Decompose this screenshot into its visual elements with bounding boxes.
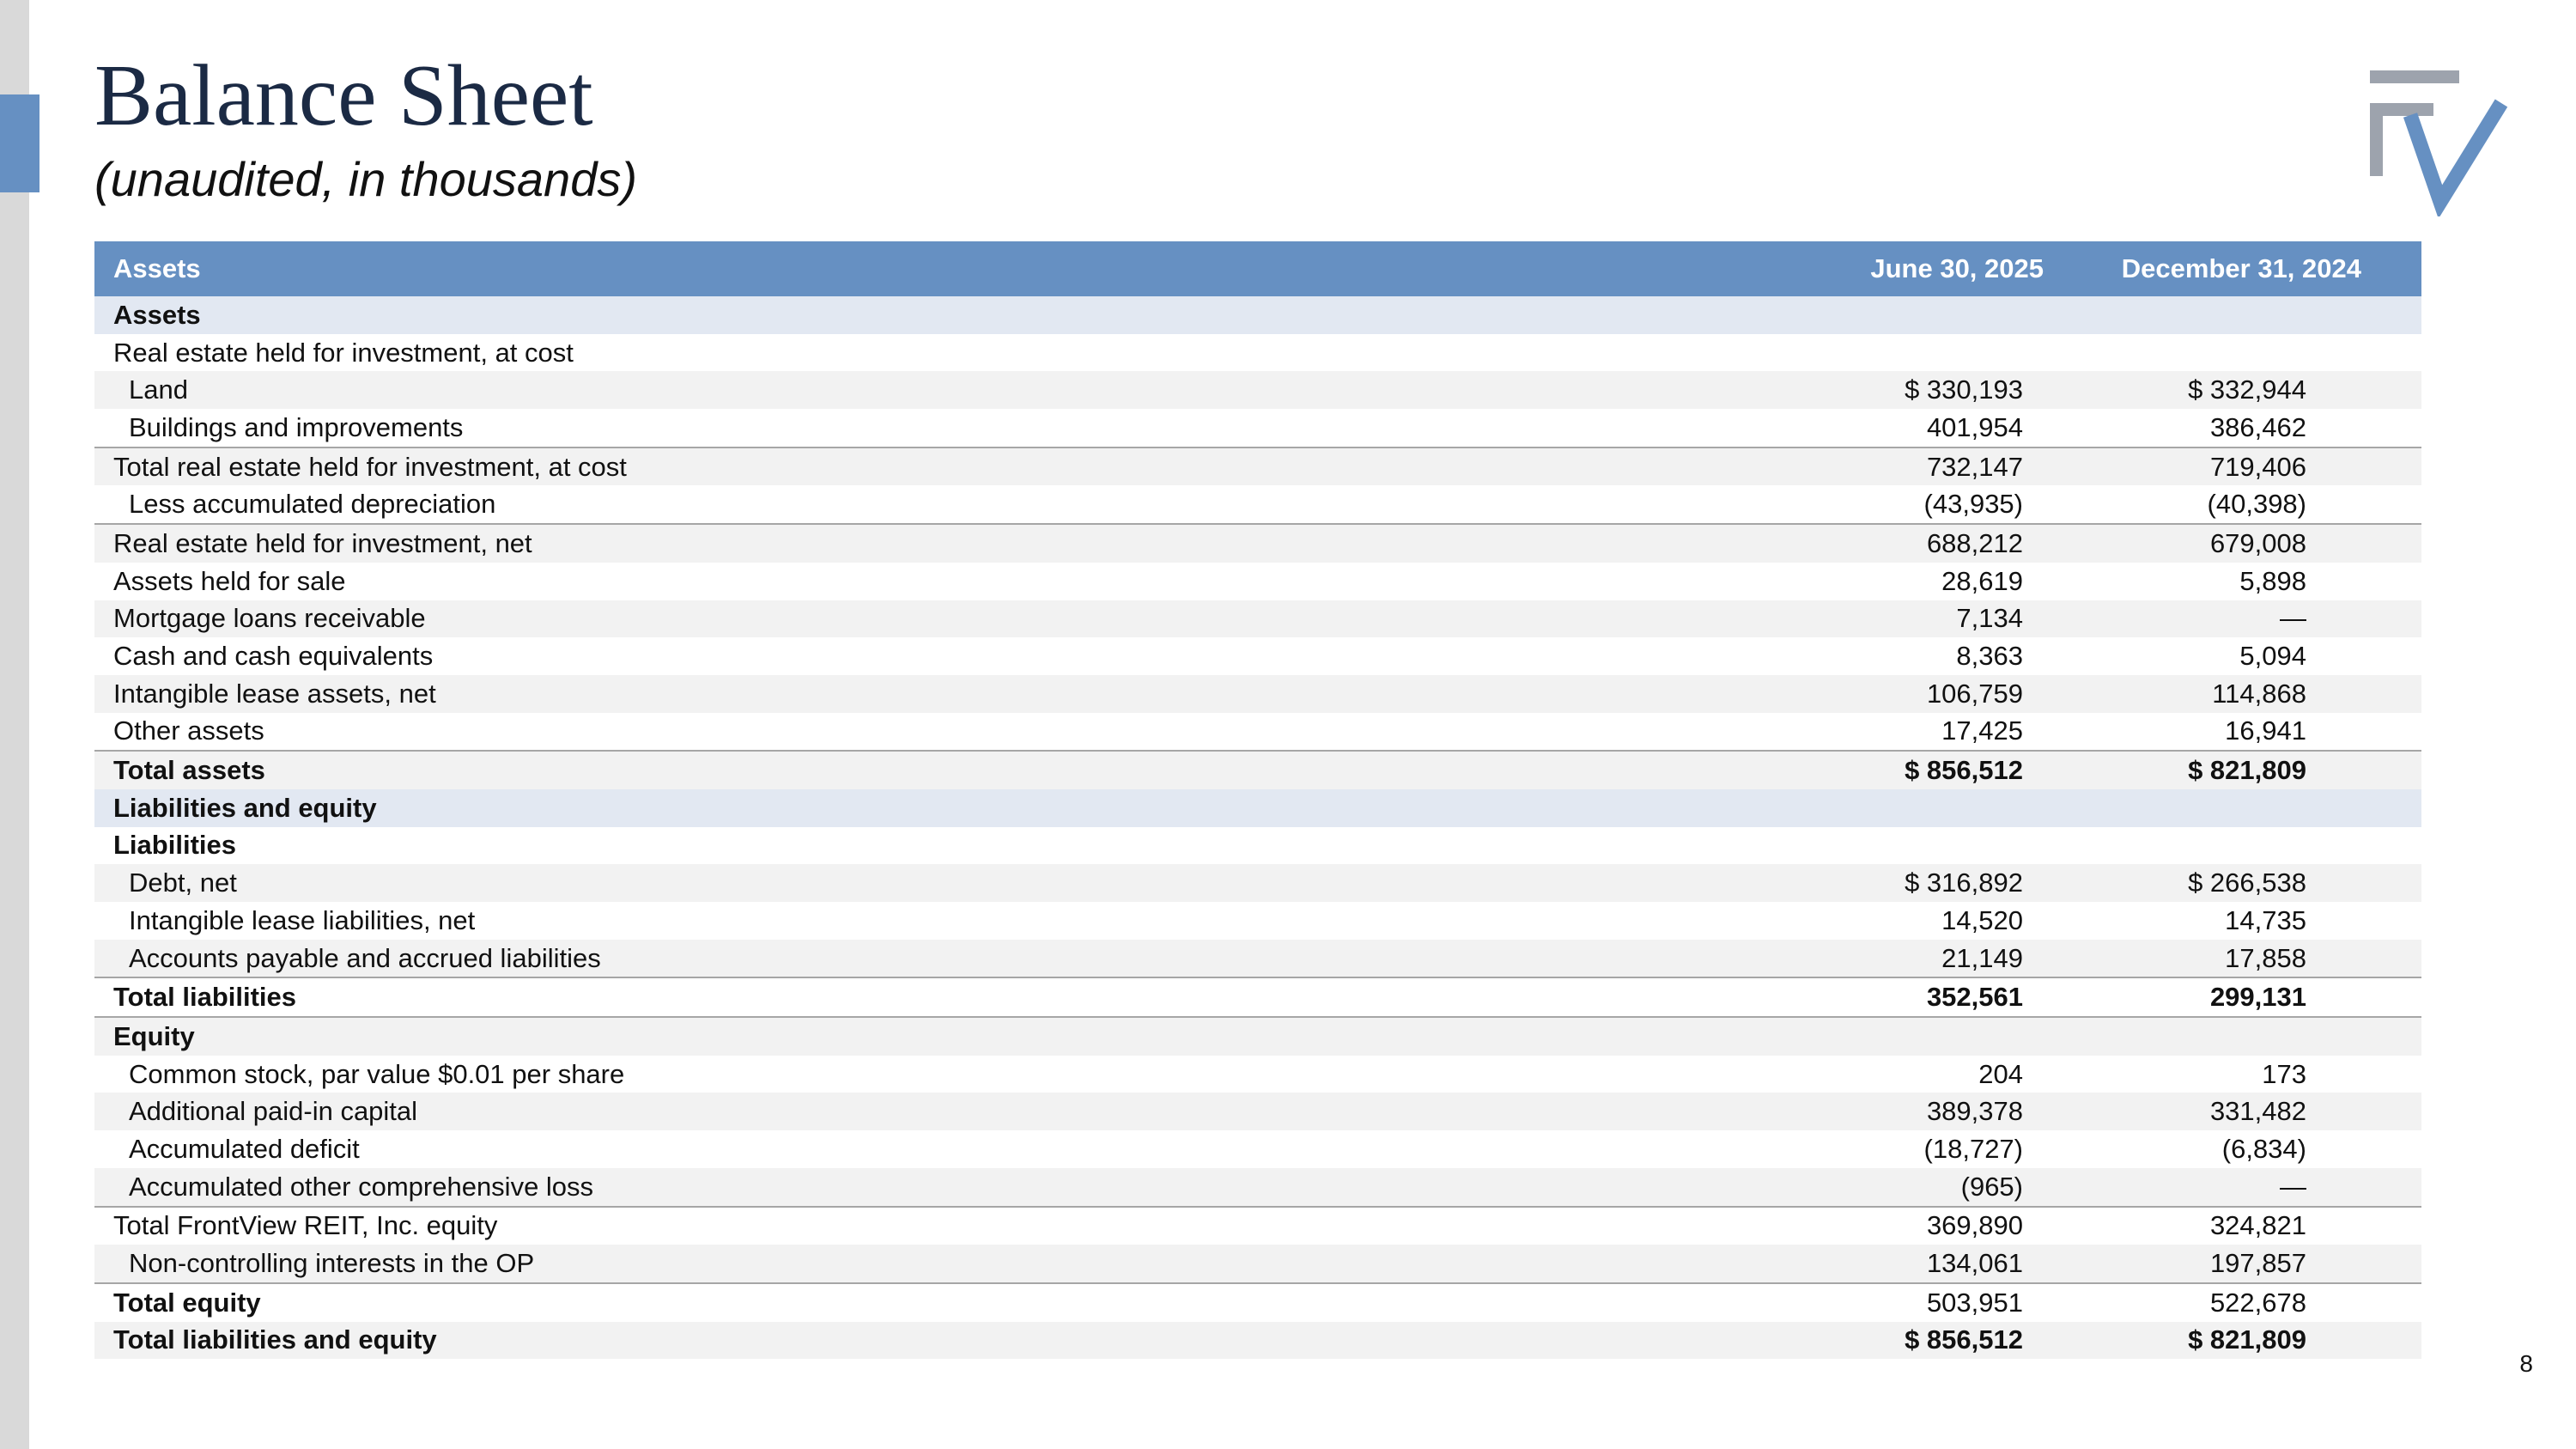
row-value-2024 <box>2044 334 2421 372</box>
row-label: Buildings and improvements <box>129 411 464 442</box>
row-value-2024: (40,398) <box>2207 489 2306 520</box>
row-label: Other assets <box>113 715 264 746</box>
row-value-2025: 389,378 <box>1683 1093 2044 1130</box>
row-value-2024: $ 332,944 <box>2044 371 2421 409</box>
table-row <box>94 334 2421 372</box>
row-value-2024: — <box>2044 600 2421 638</box>
row-value-2025: (43,935) <box>1923 489 2023 520</box>
row-label: Total liabilities <box>94 977 1683 1017</box>
row-value-2024 <box>2044 1017 2421 1056</box>
row-value-2024: 679,008 <box>2044 524 2421 563</box>
row-value-2024 <box>2044 296 2421 334</box>
row-value-2025: 503,951 <box>1683 1283 2044 1322</box>
row-value-2024: 17,858 <box>2044 940 2421 978</box>
row-value-2025 <box>1683 334 2044 372</box>
row-value-2025: 401,954 <box>1926 411 2023 442</box>
row-value-2024: — <box>2044 1168 2421 1207</box>
table-row <box>94 940 2421 978</box>
row-label: Non-controlling interests in the OP <box>94 1245 1683 1283</box>
row-label: Assets <box>94 296 1683 334</box>
row-label: Total equity <box>94 1283 1683 1322</box>
row-value-2025: 204 <box>1978 1058 2023 1089</box>
header-june-2025: June 30, 2025 <box>1683 241 2044 296</box>
row-value-2024: $ 821,809 <box>2044 751 2421 789</box>
table-row <box>94 371 2421 409</box>
row-value-2024 <box>2044 827 2421 865</box>
row-value-2025: 732,147 <box>1683 447 2044 486</box>
section-row <box>94 789 2421 827</box>
table-row <box>94 1056 2421 1093</box>
row-label: Total assets <box>94 751 1683 789</box>
row-value-2025: (965) <box>1683 1168 2044 1207</box>
row-label: Assets held for sale <box>113 565 346 596</box>
subtotal-row <box>94 447 2421 486</box>
row-label: Mortgage loans receivable <box>94 600 1683 638</box>
row-label: Common stock, par value $0.01 per share <box>129 1058 625 1089</box>
row-label: Real estate held for investment, net <box>94 524 1683 563</box>
table-row <box>94 902 2421 940</box>
row-label: Intangible lease assets, net <box>94 675 1683 713</box>
row-value-2024: 299,131 <box>2044 977 2421 1017</box>
row-value-2025 <box>1683 789 2044 827</box>
total-row <box>94 1322 2421 1360</box>
header-dec-2024: December 31, 2024 <box>2044 241 2421 296</box>
row-value-2024: 5,898 <box>2239 565 2306 596</box>
row-value-2025: 369,890 <box>1683 1207 2044 1245</box>
row-label: Real estate held for investment, at cost <box>113 337 574 368</box>
table-row <box>94 1130 2421 1168</box>
row-value-2024: 14,735 <box>2225 904 2306 935</box>
subsection-row <box>94 1017 2421 1056</box>
row-value-2025: 352,561 <box>1683 977 2044 1017</box>
row-value-2025: $ 330,193 <box>1683 371 2044 409</box>
table-row <box>94 409 2421 447</box>
row-value-2025: 14,520 <box>1941 904 2023 935</box>
table-row <box>94 485 2421 524</box>
table-row <box>94 1093 2421 1130</box>
row-value-2024: (6,834) <box>2221 1133 2306 1164</box>
row-label: Total FrontView REIT, Inc. equity <box>94 1207 1683 1245</box>
row-label: Liabilities and equity <box>94 789 1683 827</box>
row-value-2024: 331,482 <box>2044 1093 2421 1130</box>
left-accent-bar <box>0 94 39 192</box>
row-value-2025: 106,759 <box>1683 675 2044 713</box>
page-number: 8 <box>2519 1350 2533 1377</box>
table-row <box>94 637 2421 675</box>
row-value-2025: 7,134 <box>1683 600 2044 638</box>
row-value-2024: 16,941 <box>2225 715 2306 746</box>
table-row <box>94 1168 2421 1207</box>
table-row <box>94 713 2421 752</box>
row-label: Equity <box>94 1017 1683 1056</box>
row-label: Accumulated deficit <box>129 1133 360 1164</box>
row-value-2024: 197,857 <box>2044 1245 2421 1283</box>
row-label: Total liabilities and equity <box>94 1322 1683 1360</box>
subtotal-row <box>94 1207 2421 1245</box>
table-row <box>94 600 2421 638</box>
total-row <box>94 1283 2421 1322</box>
row-value-2025: (18,727) <box>1923 1133 2023 1164</box>
page-title: Balance Sheet <box>94 47 593 144</box>
row-value-2025: 17,425 <box>1941 715 2023 746</box>
row-label: Land <box>94 371 1683 409</box>
row-label: Accounts payable and accrued liabilities <box>94 940 1683 978</box>
subtotal-row <box>94 524 2421 563</box>
section-row <box>94 296 2421 334</box>
row-value-2025: $ 856,512 <box>1683 1322 2044 1360</box>
total-row <box>94 977 2421 1017</box>
table-row <box>94 563 2421 600</box>
row-value-2025: 21,149 <box>1683 940 2044 978</box>
header-label: Assets <box>94 241 1683 296</box>
row-value-2025 <box>1683 827 2044 865</box>
row-label: Additional paid-in capital <box>94 1093 1683 1130</box>
balance-sheet-table <box>94 241 2421 1359</box>
table-header-row <box>94 241 2421 296</box>
row-value-2024: $ 821,809 <box>2044 1322 2421 1360</box>
row-value-2024: 324,821 <box>2044 1207 2421 1245</box>
row-value-2025 <box>1683 1017 2044 1056</box>
left-edge-bar <box>0 0 29 1449</box>
row-value-2024 <box>2044 789 2421 827</box>
row-value-2025 <box>1683 296 2044 334</box>
total-row <box>94 751 2421 789</box>
row-value-2024: 522,678 <box>2044 1283 2421 1322</box>
row-label: Accumulated other comprehensive loss <box>94 1168 1683 1207</box>
row-value-2024: 114,868 <box>2044 675 2421 713</box>
row-value-2025: $ 316,892 <box>1683 864 2044 902</box>
row-value-2025: $ 856,512 <box>1683 751 2044 789</box>
subsection-row <box>94 827 2421 865</box>
frontview-logo-icon <box>2370 70 2516 216</box>
row-value-2025: 688,212 <box>1683 524 2044 563</box>
row-label: Less accumulated depreciation <box>129 489 496 520</box>
row-value-2025: 8,363 <box>1956 641 2023 672</box>
row-label: Liabilities <box>113 830 236 861</box>
row-value-2025: 28,619 <box>1941 565 2023 596</box>
table-row <box>94 1245 2421 1283</box>
table-row <box>94 864 2421 902</box>
table-row <box>94 675 2421 713</box>
row-value-2024: 719,406 <box>2044 447 2421 486</box>
row-value-2024: 173 <box>2262 1058 2306 1089</box>
row-label: Debt, net <box>94 864 1683 902</box>
row-label: Total real estate held for investment, at cost <box>94 447 1683 486</box>
row-value-2024: 5,094 <box>2239 641 2306 672</box>
row-label: Intangible lease liabilities, net <box>129 904 476 935</box>
row-value-2024: 386,462 <box>2209 411 2306 442</box>
row-label: Cash and cash equivalents <box>113 641 434 672</box>
row-value-2025: 134,061 <box>1683 1245 2044 1283</box>
page-subtitle: (unaudited, in thousands) <box>94 152 637 206</box>
row-value-2024: $ 266,538 <box>2044 864 2421 902</box>
